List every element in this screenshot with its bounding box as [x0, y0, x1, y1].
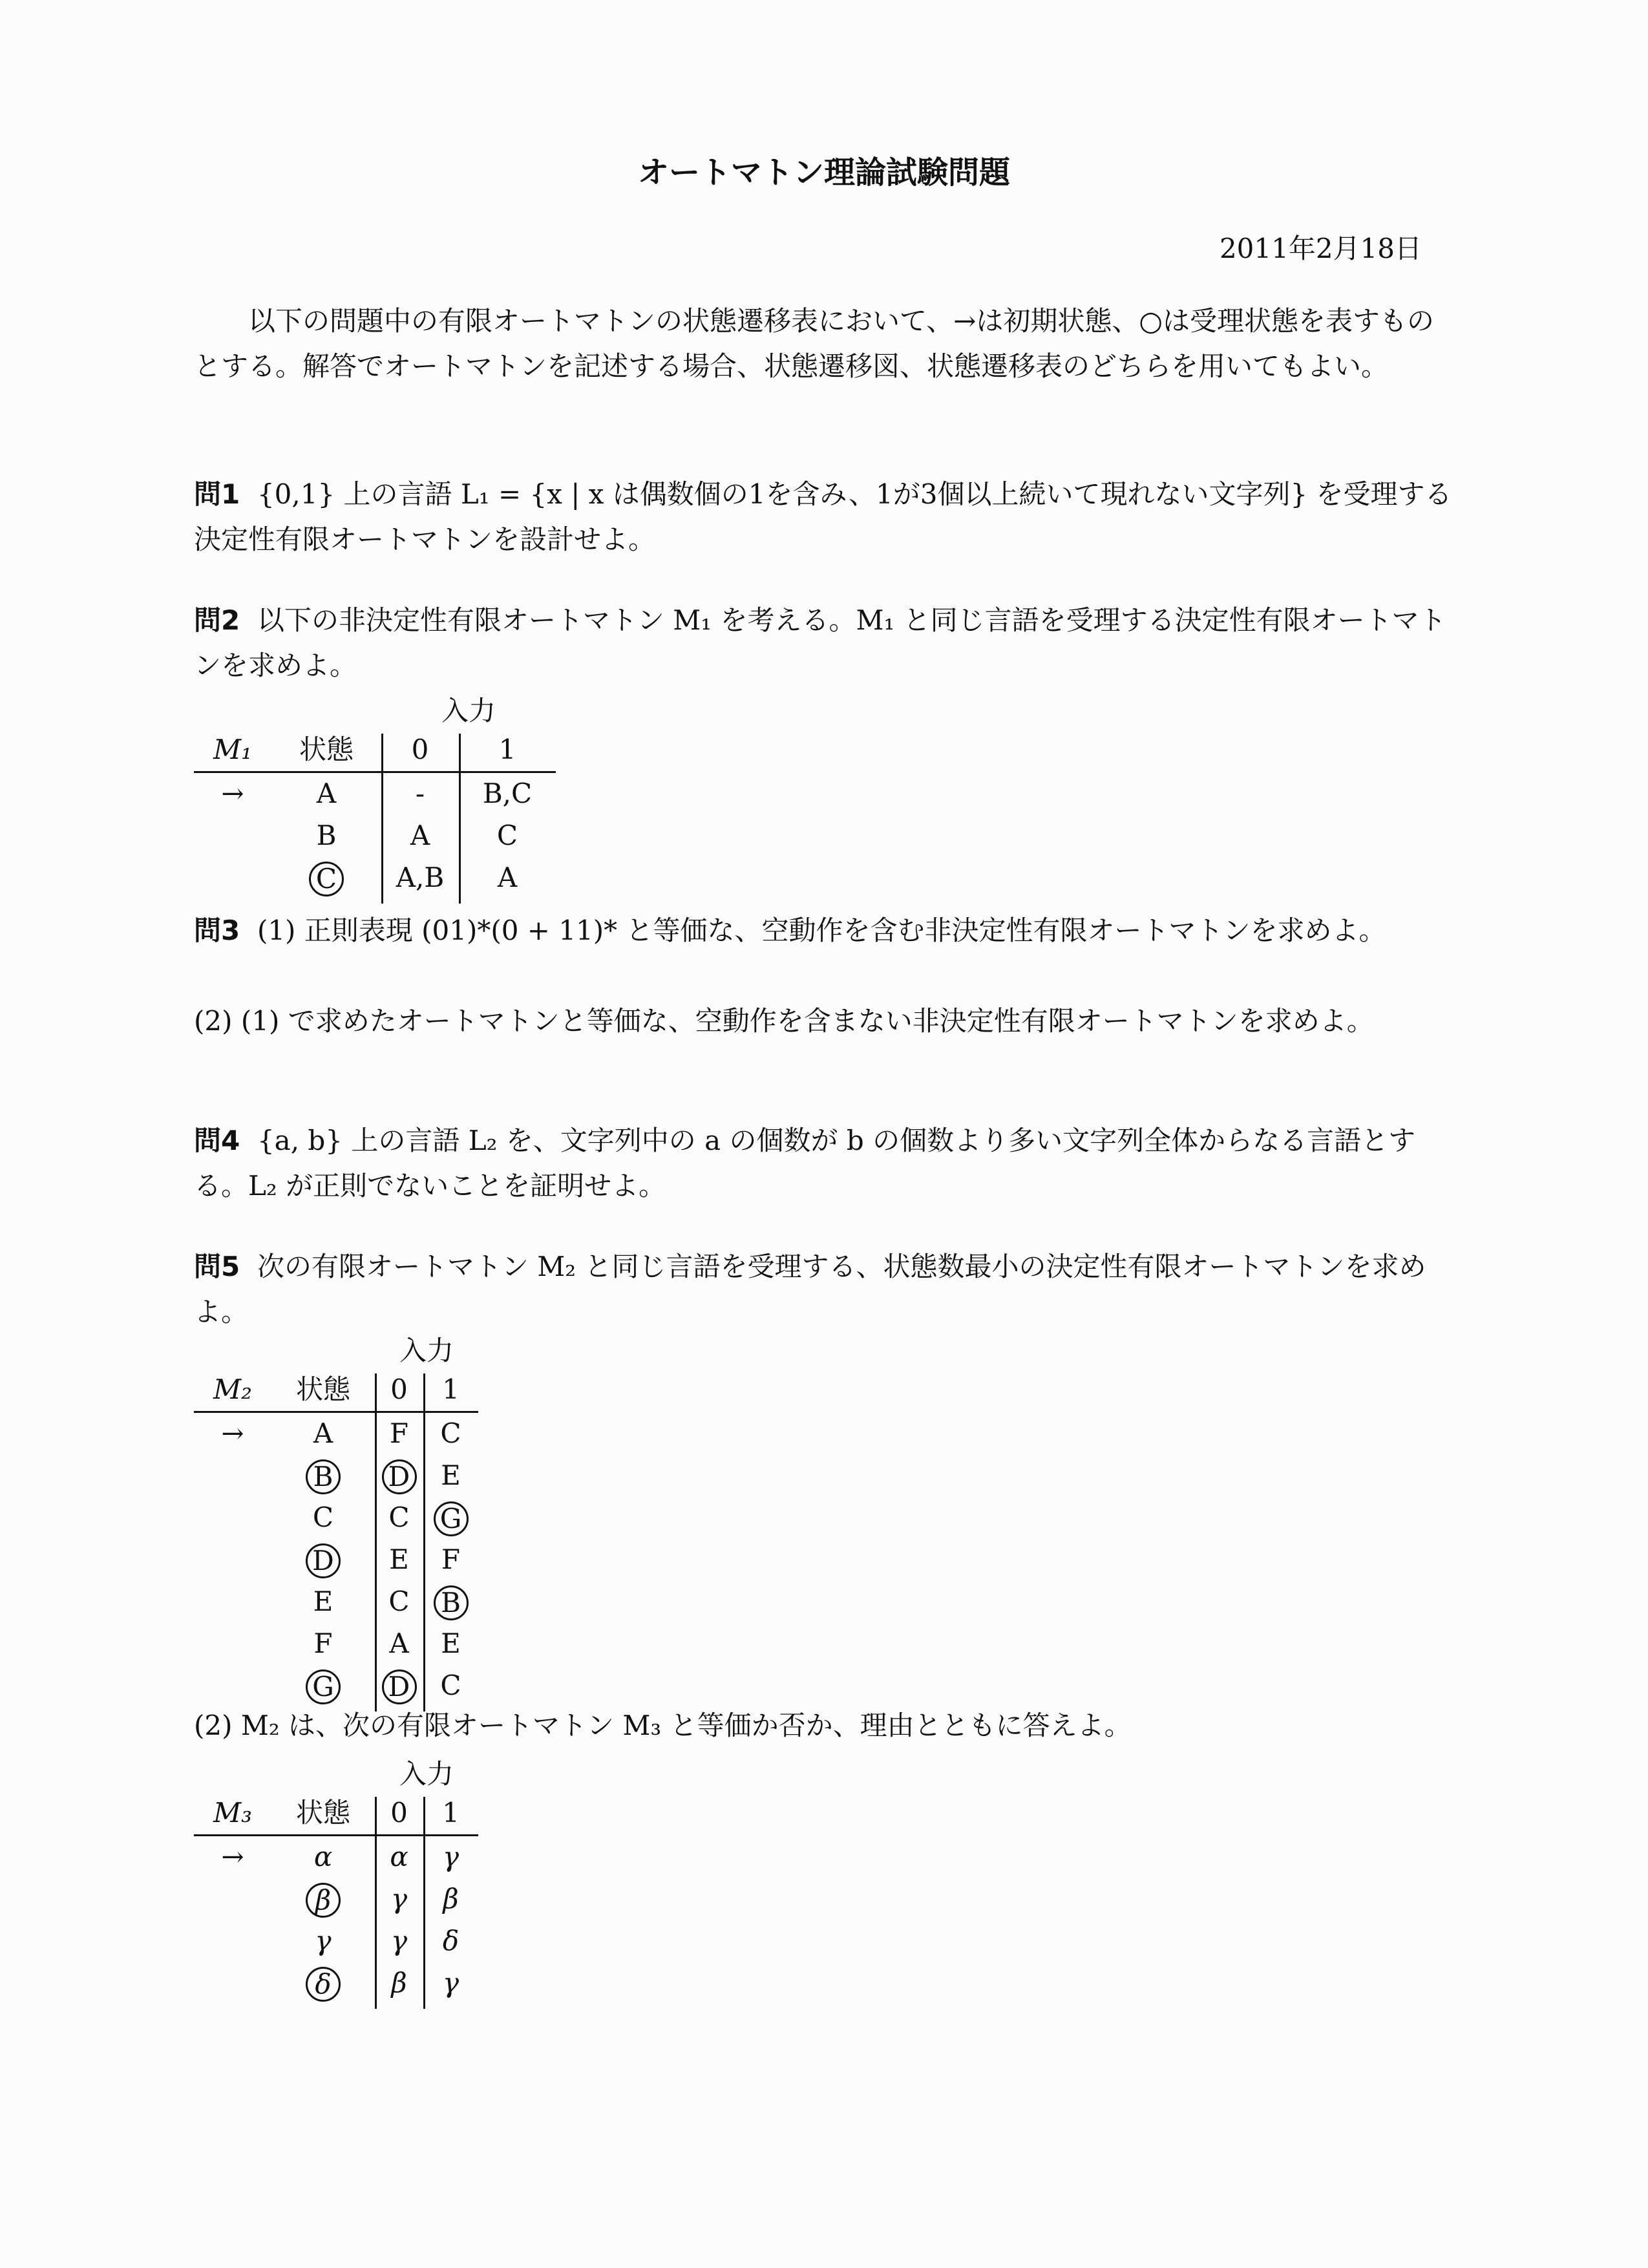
transition-1-text: B: [434, 1585, 469, 1620]
transition-0: [375, 1627, 423, 1660]
start-arrow: [194, 1417, 271, 1450]
transition-1: [423, 1459, 478, 1492]
accept-state: [271, 1543, 375, 1578]
state-text: B: [316, 820, 337, 851]
start-arrow: [194, 778, 271, 810]
table-header-rule: [194, 1411, 478, 1413]
input-0-header-text: 0: [411, 734, 429, 765]
transition-0-text: A: [410, 820, 430, 851]
question-text: (1) 正則表現 (01)*(0 + 11)* と等価な、空動作を含む非決定性有限オートマトンを求めよ。: [257, 915, 1386, 946]
question-3: [194, 908, 1454, 953]
intro-paragraph: 以下の問題中の有限オートマトンの状態遷移表において、→は初期状態、○は受理状態を表すものとする。解答でオートマトンを記述する場合、状態遷移図、状態遷移表のどちらを用いてもよい。: [194, 305, 1435, 382]
accept-state-text: C: [309, 862, 344, 896]
transition-0: [381, 862, 459, 894]
input-0-header-text: 0: [390, 1797, 408, 1828]
transition-1: [423, 1627, 478, 1660]
input-1-header: [423, 1797, 478, 1829]
automaton-name-text: M₃: [213, 1797, 252, 1828]
start-arrow-text: →: [221, 1841, 244, 1872]
question-3-part-2: (2) (1) で求めたオートマトンと等価な、空動作を含まない非決定性有限オートマトンを求めよ。: [194, 1005, 1374, 1037]
table-header-rule: [194, 1834, 478, 1836]
start-arrow: [194, 1841, 271, 1873]
transition-0: [375, 1543, 423, 1576]
input-header-text: 入力: [441, 695, 496, 726]
automaton-name: [194, 1797, 271, 1829]
input-1-header-text: 1: [442, 1373, 460, 1405]
input-header: [375, 1335, 478, 1367]
transition-1: [423, 1883, 478, 1915]
input-1-header: [459, 734, 556, 766]
question-1: [194, 472, 1454, 562]
transition-table-m3: [194, 1758, 491, 2030]
accept-state: [271, 1967, 375, 2002]
start-arrow-text: →: [221, 778, 244, 809]
transition-1-text: F: [441, 1543, 461, 1575]
transition-0: [375, 1841, 423, 1873]
transition-1-text: C: [440, 1669, 461, 1701]
question-text: {a, b} 上の言語 L₂ を、文字列中の a の個数が b の個数より多い文字列全体からなる言語とする。L₂ が正則でないことを証明せよ。: [194, 1125, 1416, 1202]
transition-1: [423, 1669, 478, 1702]
input-0-header: [375, 1373, 423, 1406]
state-text: F: [313, 1627, 333, 1659]
start-arrow-text: →: [221, 1417, 244, 1449]
state-text: γ: [315, 1925, 332, 1956]
transition-0-text: α: [390, 1841, 408, 1872]
transition-1-text: G: [434, 1501, 469, 1536]
transition-1: [459, 778, 556, 810]
transition-0-text: -: [415, 778, 425, 809]
accept-state-text: δ: [306, 1967, 341, 2002]
transition-1: [423, 1501, 478, 1536]
automaton-name-text: M₁: [213, 734, 252, 765]
accept-state-text: D: [306, 1543, 341, 1578]
question-5-part-2: (2) M₂ は、次の有限オートマトン M₃ と等価か否か、理由とともに答えよ。: [194, 1710, 1132, 1741]
transition-1-text: E: [441, 1459, 461, 1491]
transition-table-m1: [194, 695, 556, 902]
state-text: α: [313, 1841, 333, 1872]
transition-0-text: γ: [390, 1883, 408, 1914]
transition-1: [423, 1967, 478, 1999]
transition-1-text: γ: [442, 1841, 460, 1872]
state: [271, 820, 381, 852]
input-header: [381, 695, 556, 727]
transition-0: [375, 1585, 423, 1618]
question-label: 問1: [194, 478, 240, 510]
state-header-text: 状態: [299, 734, 354, 765]
question-label: 問5: [194, 1251, 240, 1282]
transition-1-text: β: [443, 1883, 459, 1914]
transition-0: [375, 1967, 423, 1999]
table-header-rule: [194, 771, 556, 773]
transition-0-text: C: [388, 1501, 410, 1533]
automaton-name: [194, 734, 271, 766]
transition-1: [459, 862, 556, 894]
state: [271, 1627, 375, 1660]
state: [271, 1585, 375, 1618]
transition-1-text: γ: [442, 1967, 460, 1998]
input-0-header: [375, 1797, 423, 1829]
question-label: 問3: [194, 915, 240, 946]
transition-0-text: A: [389, 1627, 409, 1659]
state-header: [271, 1373, 375, 1406]
transition-1: [423, 1925, 478, 1957]
state-text: A: [316, 778, 337, 809]
transition-table-m2: [194, 1335, 491, 1716]
page-title: オートマトン理論試験問題: [637, 154, 1010, 191]
accept-state: [271, 1883, 375, 1918]
exam-date: 2011年2月18日: [1219, 233, 1422, 264]
accept-state-text: G: [306, 1669, 341, 1704]
transition-0-text: C: [388, 1585, 410, 1617]
question-text: 以下の非決定性有限オートマトン M₁ を考える。M₁ と同じ言語を受理する決定性有限オートマトンを求めよ。: [194, 604, 1446, 681]
transition-0: [375, 1459, 423, 1494]
transition-0: [375, 1669, 423, 1704]
input-0-header-text: 0: [390, 1373, 408, 1405]
accept-state-text: β: [306, 1883, 341, 1918]
input-header-text: 入力: [399, 1335, 454, 1366]
input-header: [375, 1758, 478, 1790]
transition-0: [375, 1883, 423, 1915]
input-1-header-text: 1: [498, 734, 516, 765]
transition-1: [459, 820, 556, 852]
transition-1-text: E: [441, 1627, 461, 1659]
state: [271, 1501, 375, 1534]
input-1-header: [423, 1373, 478, 1406]
state: [271, 1925, 375, 1957]
question-2: [194, 598, 1454, 688]
transition-0: [381, 778, 459, 810]
transition-0-text: β: [391, 1967, 407, 1998]
state-text: C: [312, 1501, 334, 1533]
state-header-text: 状態: [295, 1797, 350, 1828]
transition-0: [375, 1925, 423, 1957]
state: [271, 778, 381, 810]
transition-1-text: C: [440, 1417, 461, 1449]
automaton-name: [194, 1373, 271, 1406]
question-label: 問2: [194, 604, 240, 636]
transition-0-text: D: [382, 1459, 417, 1494]
transition-0-text: D: [382, 1669, 417, 1704]
state-text: A: [313, 1417, 333, 1449]
input-0-header: [381, 734, 459, 766]
transition-1: [423, 1417, 478, 1450]
transition-1-text: C: [496, 820, 518, 851]
transition-1: [423, 1585, 478, 1620]
transition-0: [375, 1501, 423, 1534]
transition-0: [375, 1417, 423, 1450]
input-header-text: 入力: [399, 1758, 454, 1790]
transition-0: [381, 820, 459, 852]
state: [271, 1417, 375, 1450]
transition-1: [423, 1543, 478, 1576]
input-1-header-text: 1: [442, 1797, 460, 1828]
question-4: [194, 1118, 1454, 1209]
accept-state: [271, 862, 381, 896]
transition-1-text: B,C: [482, 778, 533, 809]
question-label: 問4: [194, 1125, 240, 1156]
transition-0-text: E: [389, 1543, 409, 1575]
transition-1: [423, 1841, 478, 1873]
accept-state: [271, 1459, 375, 1494]
transition-1-text: A: [497, 862, 518, 893]
state-header: [271, 1797, 375, 1829]
transition-0-text: γ: [390, 1925, 408, 1956]
question-text: 次の有限オートマトン M₂ と同じ言語を受理する、状態数最小の決定性有限オートマトンを求めよ。: [194, 1251, 1426, 1328]
question-text: {0,1} 上の言語 L₁ = {x | x は偶数個の1を含み、1が3個以上続いて現れない文字列} を受理する決定性有限オートマトンを設計せよ。: [194, 478, 1452, 555]
question-5: [194, 1244, 1454, 1335]
transition-1-text: δ: [442, 1925, 460, 1956]
transition-0-text: F: [389, 1417, 409, 1449]
state-header: [271, 734, 381, 766]
transition-0-text: A,B: [396, 862, 445, 893]
accept-state-text: B: [306, 1459, 341, 1494]
automaton-name-text: M₂: [213, 1373, 252, 1405]
state-text: E: [313, 1585, 333, 1617]
state: [271, 1841, 375, 1873]
state-header-text: 状態: [295, 1373, 350, 1405]
accept-state: [271, 1669, 375, 1704]
